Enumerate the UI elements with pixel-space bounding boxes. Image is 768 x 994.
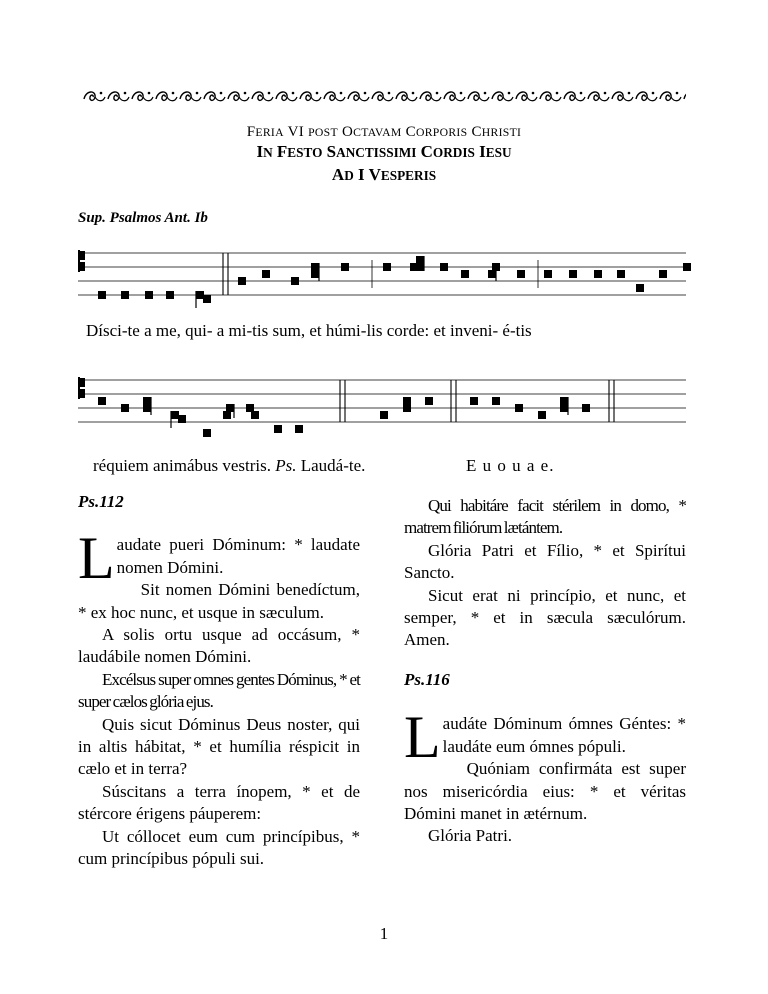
- psalm-verse: Qui habitáre facit stérilem in domo, * matrem filiórum lætántem.: [404, 496, 686, 538]
- neume-note: [636, 284, 644, 292]
- neume-note: [145, 291, 153, 299]
- psalm-title: Ps.116: [404, 670, 450, 689]
- neume-note: [295, 425, 303, 433]
- euouae: E u o u a e.: [466, 456, 555, 475]
- psalm-112-column: [78, 491, 360, 871]
- psalm-verse: Laudate pueri Dóminum: * laudate nomen Dómini.: [78, 525, 360, 592]
- psalm-116-column: [404, 669, 686, 848]
- psalm-verse: Sit nomen Dómini benedíctum, * ex hoc nunc, et usque in sæculum.: [78, 580, 360, 622]
- psalm-verse: Quis sicut Dóminus Deus noster, qui in altis hábitat, * et humília réspicit in cælo et in terra?: [78, 714, 360, 779]
- neume-note: [403, 404, 411, 412]
- neume-note: [291, 277, 299, 285]
- neume-note: [594, 270, 602, 278]
- neume-note: [659, 270, 667, 278]
- neume-note: [98, 291, 106, 299]
- neumes: [98, 256, 691, 308]
- c-clef-icon: [78, 377, 85, 399]
- neume-note: [544, 270, 552, 278]
- neume-note: [121, 291, 129, 299]
- neume-note: [98, 397, 106, 405]
- drop-cap: L: [78, 525, 115, 592]
- neume-note: [560, 404, 568, 412]
- neume-note: [416, 263, 424, 271]
- neume-note: [461, 270, 469, 278]
- psalm-verse: Ut cóllocet eum cum princípibus, * cum princípibus pópuli sui.: [78, 826, 360, 869]
- neume-note: [416, 256, 424, 264]
- lyrics-text: Laudá-te.: [296, 456, 366, 475]
- neume-note: [251, 411, 259, 419]
- neume-note: [238, 277, 246, 285]
- lyrics-text: réquiem animábus vestris.: [93, 456, 276, 475]
- antiphon-lyrics-line-1: Dísci-te a me, qui- a mi-tis sum, et húmi-lis corde: et inveni- é-tis: [86, 321, 532, 340]
- neume-note: [143, 404, 151, 412]
- page-number: 1: [379, 924, 389, 943]
- psalm-112-continued-column: [404, 495, 686, 652]
- neume-note: [538, 411, 546, 419]
- neume-note: [515, 404, 523, 412]
- psalm-verse: Quóniam confirmáta est super nos misericórdia eius: * et véritas Dómini manet in ætérnum.: [404, 759, 686, 824]
- antiphon-label: Sup. Psalmos Ant. Ib: [78, 210, 208, 226]
- neume-note: [143, 397, 151, 405]
- feast-title: IN FESTO SANCTISSIMI CORDIS IESU: [256, 142, 512, 161]
- psalm-verse: Súscitans a terra ínopem, * et de stércore érigens páuperem:: [78, 781, 360, 824]
- neume-note: [121, 404, 129, 412]
- neume-note: [196, 291, 204, 299]
- neume-note: [311, 270, 319, 278]
- neume-note: [517, 270, 525, 278]
- psalm-title: Ps.112: [78, 492, 124, 511]
- neume-note: [683, 263, 691, 271]
- neume-note: [246, 404, 254, 412]
- neume-note: [166, 291, 174, 299]
- neume-note: [223, 411, 231, 419]
- neume-note: [311, 263, 319, 271]
- chant-staff-2: [0, 373, 768, 443]
- psalm-verse: Sicut erat ni princípio, et nunc, et semper, * et in sæcula sæculórum. Amen.: [404, 585, 686, 650]
- neumes: [98, 397, 590, 437]
- neume-note: [617, 270, 625, 278]
- psalm-verse: Excélsus super omnes gentes Dóminus, * et super cælos glória ejus.: [78, 669, 360, 712]
- neume-note: [203, 295, 211, 303]
- neume-note: [569, 270, 577, 278]
- psalm-verse: A solis ortu usque ad occásum, * laudábile nomen Dómini.: [78, 625, 360, 667]
- office-title: AD I VESPERIS: [331, 165, 437, 184]
- neume-note: [178, 415, 186, 423]
- neume-note: [492, 397, 500, 405]
- antiphon-lyrics-line-2: [93, 456, 365, 476]
- neume-note: [262, 270, 270, 278]
- neume-note: [203, 429, 211, 437]
- neume-note: [226, 404, 234, 412]
- psalm-abbrev: Ps.: [275, 456, 297, 475]
- neume-note: [403, 397, 411, 405]
- neume-note: [383, 263, 391, 271]
- chant-staff-1: [0, 246, 768, 316]
- neume-note: [171, 411, 179, 419]
- neume-note: [380, 411, 388, 419]
- neume-note: [488, 270, 496, 278]
- drop-cap: L: [404, 704, 441, 771]
- neume-note: [274, 425, 282, 433]
- c-clef-icon: [78, 250, 85, 272]
- psalm-verse: Glória Patri et Fílio, * et Spirítui Sancto.: [404, 540, 686, 583]
- neume-note: [440, 263, 448, 271]
- psalm-verse: Laudáte Dóminum ómnes Géntes: * laudáte eum ómnes pópuli.: [404, 704, 686, 771]
- neume-note: [470, 397, 478, 405]
- neume-note: [582, 404, 590, 412]
- neume-note: [341, 263, 349, 271]
- ornamental-border: [82, 86, 686, 106]
- feast-subtitle: FERIA VI POST OCTAVAM CORPORIS CHRISTI: [246, 124, 522, 140]
- neume-note: [560, 397, 568, 405]
- neume-note: [425, 397, 433, 405]
- psalm-verse: Glória Patri.: [428, 826, 513, 846]
